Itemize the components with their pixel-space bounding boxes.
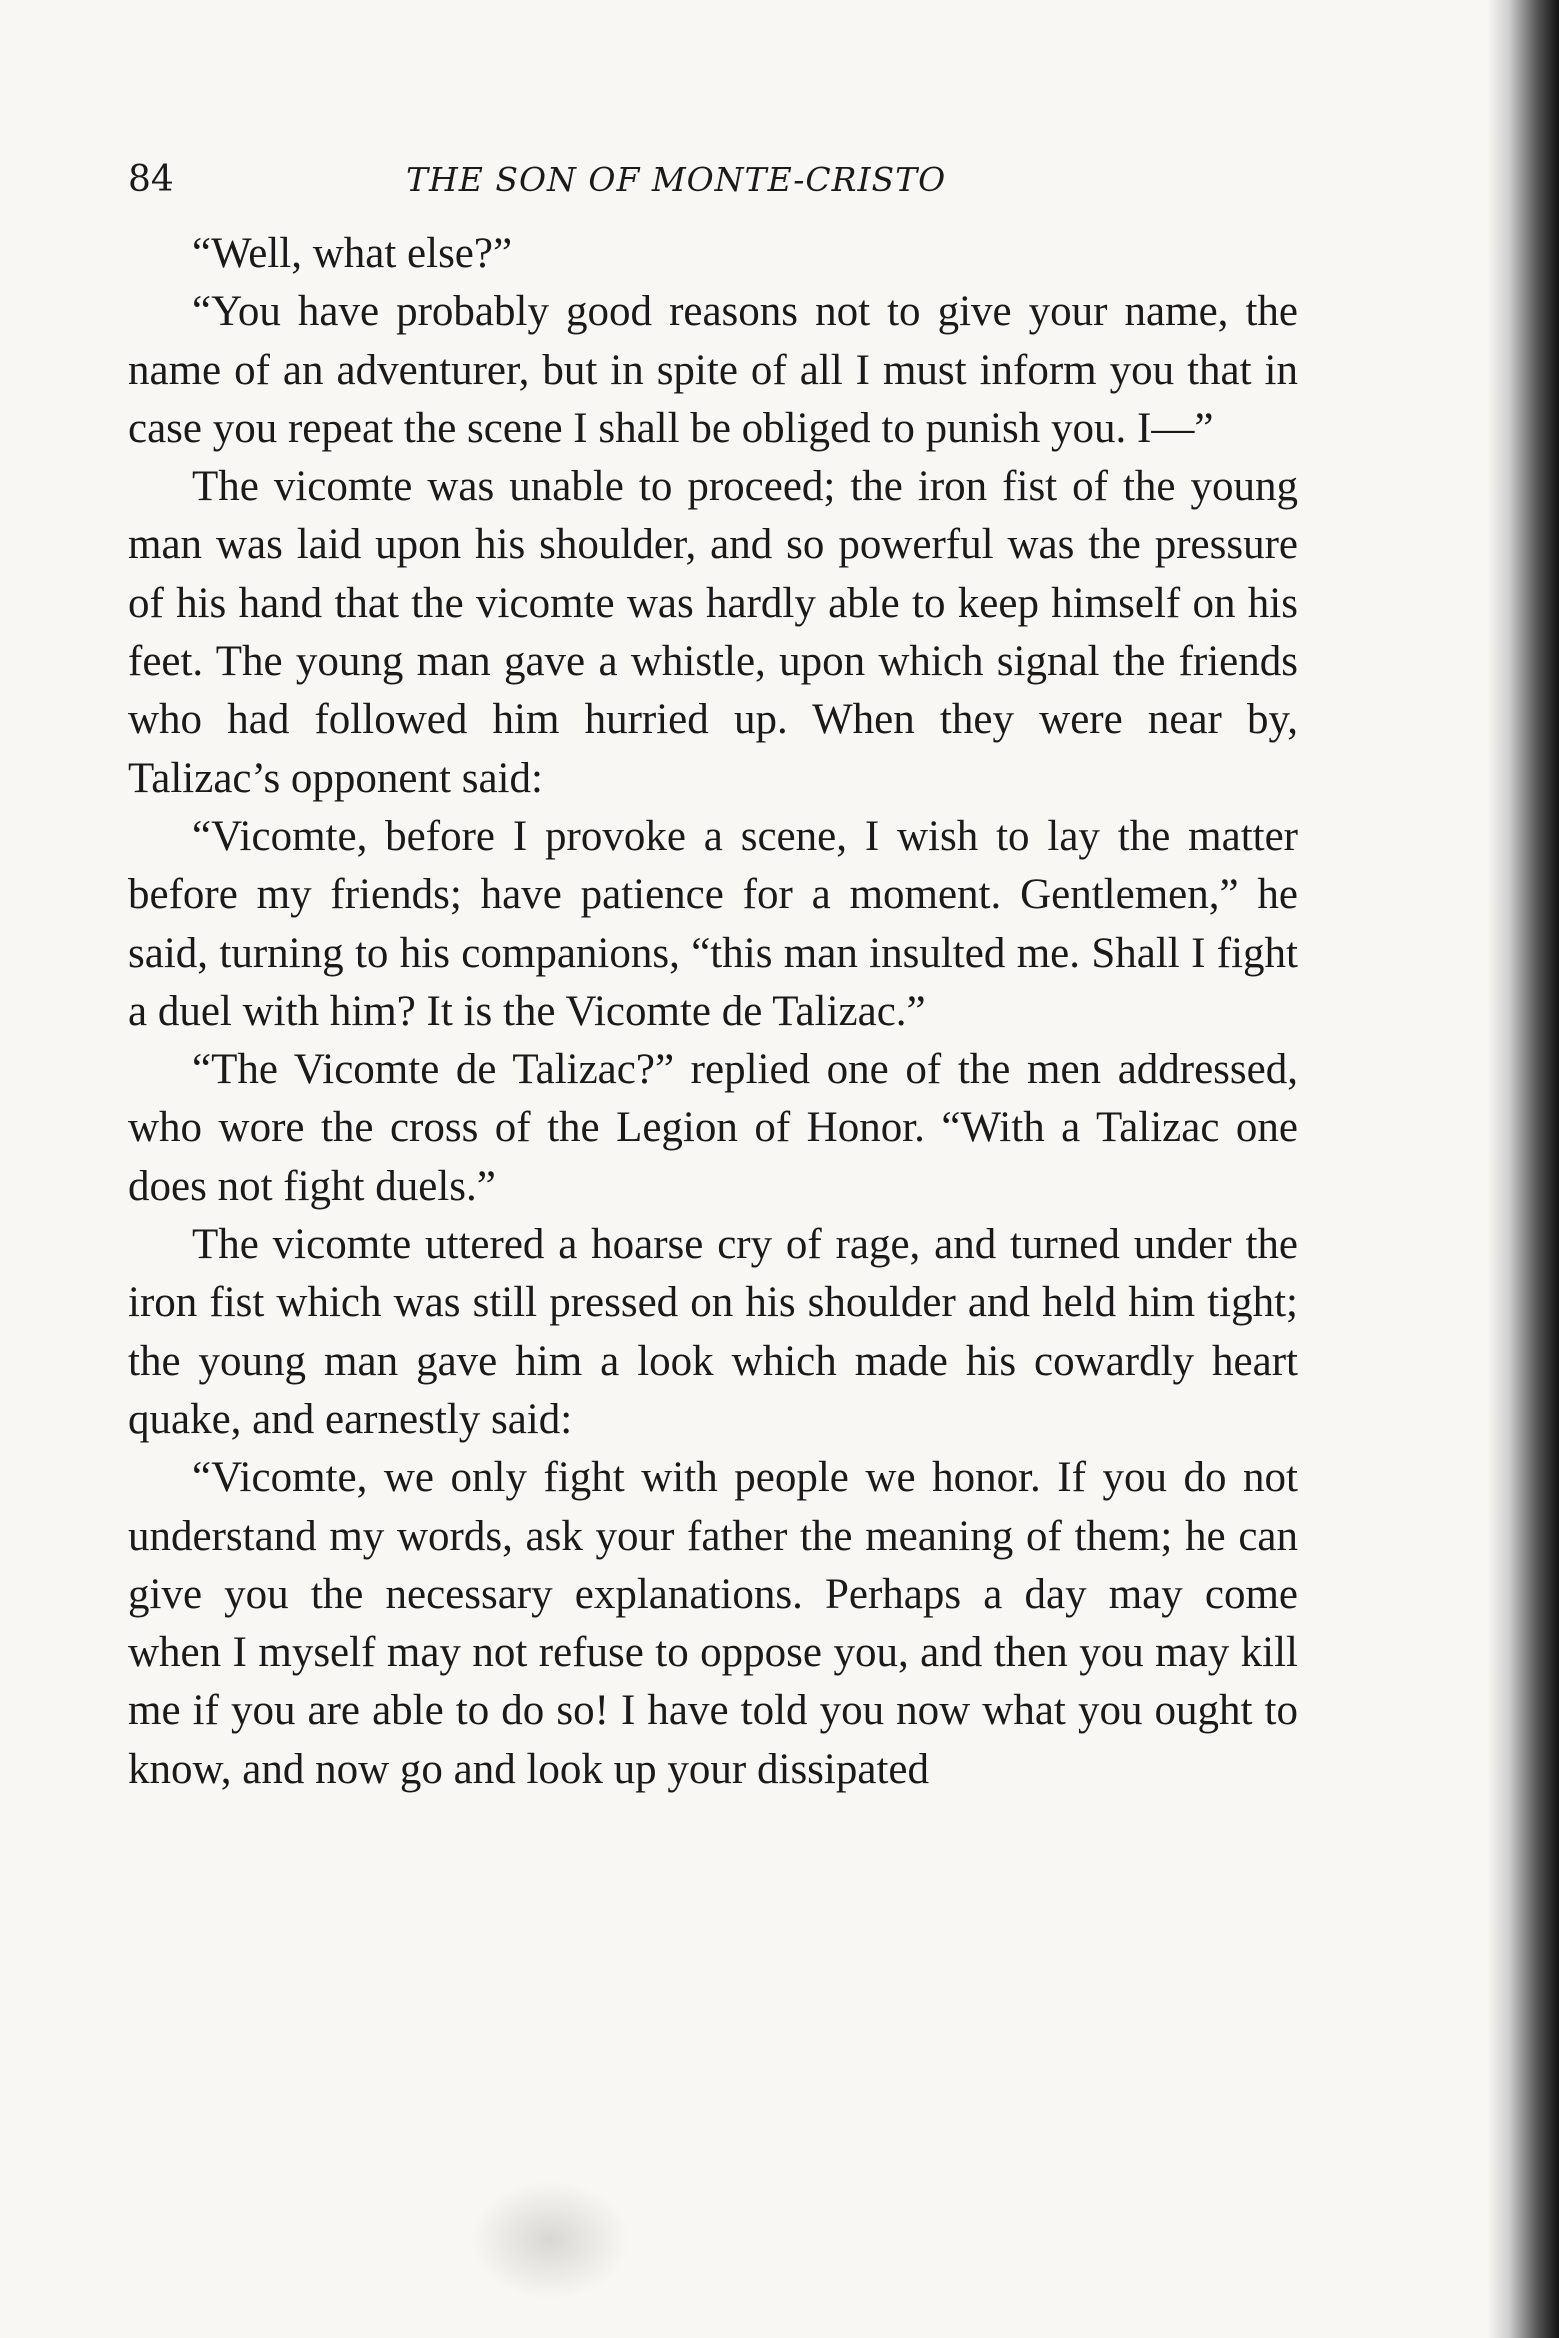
page-binding-edge: [1487, 0, 1559, 2338]
paragraph: “You have probably good reasons not to give your name, the name of an adventurer, but in spite of all I must inform you that in case you repeat the scene I shall be obliged to punish you. I—”: [128, 288, 1298, 452]
paragraph: “Vicomte, we only fight with people we honor. If you do not understand my words, ask your father the meaning of them; he can give you the necessary explanations. Perhaps a day may come when I myself may not refuse to oppose you, and then you may kill me if you are able to do so! I have told you now what you ought to know, and now go and look up your dissipated: [128, 1454, 1298, 1793]
body-text: [128, 225, 1298, 1799]
page-number: 84: [128, 159, 174, 200]
running-title: THE SON OF MONTE-CRISTO: [406, 160, 947, 199]
ink-smudge: [470, 2180, 630, 2300]
paragraph: The vicomte uttered a hoarse cry of rage, and turned under the iron fist which was still pressed on his shoulder and held him tight; the young man gave him a look which made his cowardly heart quake, and earnestly said:: [128, 1221, 1298, 1443]
paragraph: “Vicomte, before I provoke a scene, I wish to lay the matter before my friends; have patience for a moment. Gentlemen,” he said, turning to his companions, “this man insulted me. Shall I fight a duel with him? It is the Vicomte de Talizac.”: [128, 812, 1298, 1035]
paragraph: “Well, what else?”: [192, 230, 513, 277]
paragraph: The vicomte was unable to proceed; the iron fist of the young man was laid upon his shoulder, and so powerful was the pressure of his hand that the vicomte was hardly able to keep himself on his feet. The young man gave a whistle, upon which signal the friends who had followed him hurried up. When they were near by, Talizac’s opponent said:: [128, 463, 1298, 802]
paragraph: “The Vicomte de Talizac?” replied one of the men addressed, who wore the cross of the Legion of Honor. “With a Talizac one does not fight duels.”: [128, 1046, 1298, 1210]
page-header: [128, 150, 1298, 210]
